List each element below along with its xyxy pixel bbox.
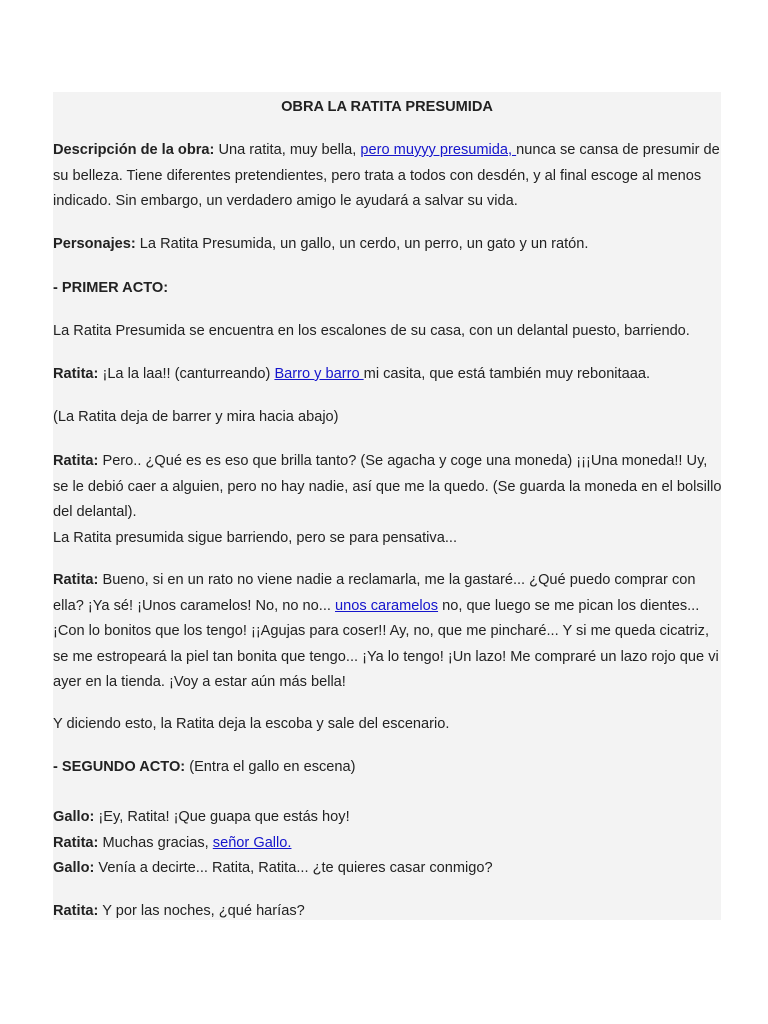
- dialogo4-line-2: [53, 831, 725, 857]
- dialogo4-line-1-text: ¡Ey, Ratita! ¡Que guapa que estás hoy!: [94, 809, 350, 825]
- caramelos-link[interactable]: unos caramelos: [335, 597, 439, 614]
- dialogo1-text-2: mi casita, que está también muy rebonitaaa.: [363, 366, 651, 382]
- dialogo5-text: Y por las noches, ¿qué harías?: [98, 903, 305, 919]
- senor-gallo-link[interactable]: señor Gallo.: [212, 834, 292, 851]
- speaker-label: Ratita:: [53, 453, 99, 469]
- dialogo1-text-1: ¡La la laa!! (canturreando): [98, 366, 275, 382]
- descripcion-label: Descripción de la obra:: [53, 142, 215, 158]
- descripcion-link[interactable]: pero muyyy presumida,: [360, 142, 517, 158]
- paragraph-descripcion: [53, 138, 725, 215]
- paragraph-acotacion-1: (La Ratita deja de barrer y mira hacia abajo): [53, 409, 339, 425]
- paragraph-dialogo-3: [53, 568, 725, 696]
- dialogo2-text: Pero.. ¿Qué es es eso que brilla tanto? (Se agacha y coge una moneda) ¡¡¡Una moneda!! Uy, se le debió caer a alguien, pero no hay nadie, así que me la quedo. (Se guarda la moneda en el bolsillo del delantal).: [53, 453, 722, 520]
- heading-segundo-acto: [53, 755, 725, 781]
- paragraph-dialogo-4: [53, 805, 725, 882]
- speaker-label: Ratita:: [53, 572, 99, 588]
- speaker-label: Gallo:: [53, 860, 95, 876]
- dialogo3-text-1: Bueno, si en un rato no viene nadie a reclamarla, me la gastaré... ¿Qué puedo comprar con ella? ¡Ya sé! ¡Unos caramelos! No, no no...: [53, 572, 696, 614]
- heading-primer-acto: [53, 276, 725, 302]
- primer-acto-label: - PRIMER ACTO:: [53, 280, 169, 296]
- paragraph-dialogo-2: [53, 449, 725, 551]
- barro-link[interactable]: Barro y barro: [274, 366, 364, 382]
- segundo-acto-text: (Entra el gallo en escena): [185, 759, 356, 775]
- dialogo4-line-2-text: Muchas gracias,: [98, 834, 213, 851]
- speaker-label: Ratita:: [53, 903, 99, 919]
- personajes-text: La Ratita Presumida, un gallo, un cerdo, un perro, un gato y un ratón.: [135, 236, 589, 252]
- descripcion-text-1: Una ratita, muy bella,: [214, 142, 361, 158]
- paragraph-dialogo-1: [53, 362, 725, 388]
- dialogo2-after: La Ratita presumida sigue barriendo, pero se para pensativa...: [53, 529, 458, 546]
- dialogo3-text-2: no, que luego se me pican los dientes...¡Con lo bonitos que los tengo! ¡¡Agujas para coser!! Ay, no, que me pincharé... Y si me queda cicatriz, se me estropeará la piel tan bonita que tengo... ¡Ya lo tengo! ¡Un lazo! Me compraré un lazo rojo que vi ayer en la tienda. ¡Voy a estar aún más bella!: [53, 597, 719, 690]
- paragraph-personajes: [53, 232, 725, 258]
- dialogo4-line-3-text: Venía a decirte... Ratita, Ratita... ¿te quieres casar conmigo?: [94, 860, 493, 876]
- segundo-acto-label: - SEGUNDO ACTO:: [53, 759, 186, 775]
- paragraph-dialogo-5: [53, 899, 725, 925]
- page-title: OBRA LA RATITA PRESUMIDA: [281, 99, 493, 115]
- speaker-label: Gallo:: [53, 809, 95, 825]
- dialogo4-line-1: [53, 805, 725, 831]
- speaker-label: Ratita:: [53, 834, 99, 851]
- dialogo4-line-3: [53, 856, 725, 882]
- paragraph-escena-2: Y diciendo esto, la Ratita deja la escoba y sale del escenario.: [53, 716, 450, 732]
- descripcion-text-2: nunca se cansa de presumir de su belleza. Tiene diferentes pretendientes, pero trata a todos con desdén, y al final escoge al menos indicado. Sin embargo, un verdadero amigo le ayudará a salvar su vida.: [53, 142, 720, 209]
- document-page: [53, 92, 721, 920]
- speaker-label: Ratita:: [53, 366, 99, 382]
- paragraph-escena-1: La Ratita Presumida se encuentra en los escalones de su casa, con un delantal puesto, barriendo.: [53, 323, 690, 339]
- personajes-label: Personajes:: [53, 236, 136, 252]
